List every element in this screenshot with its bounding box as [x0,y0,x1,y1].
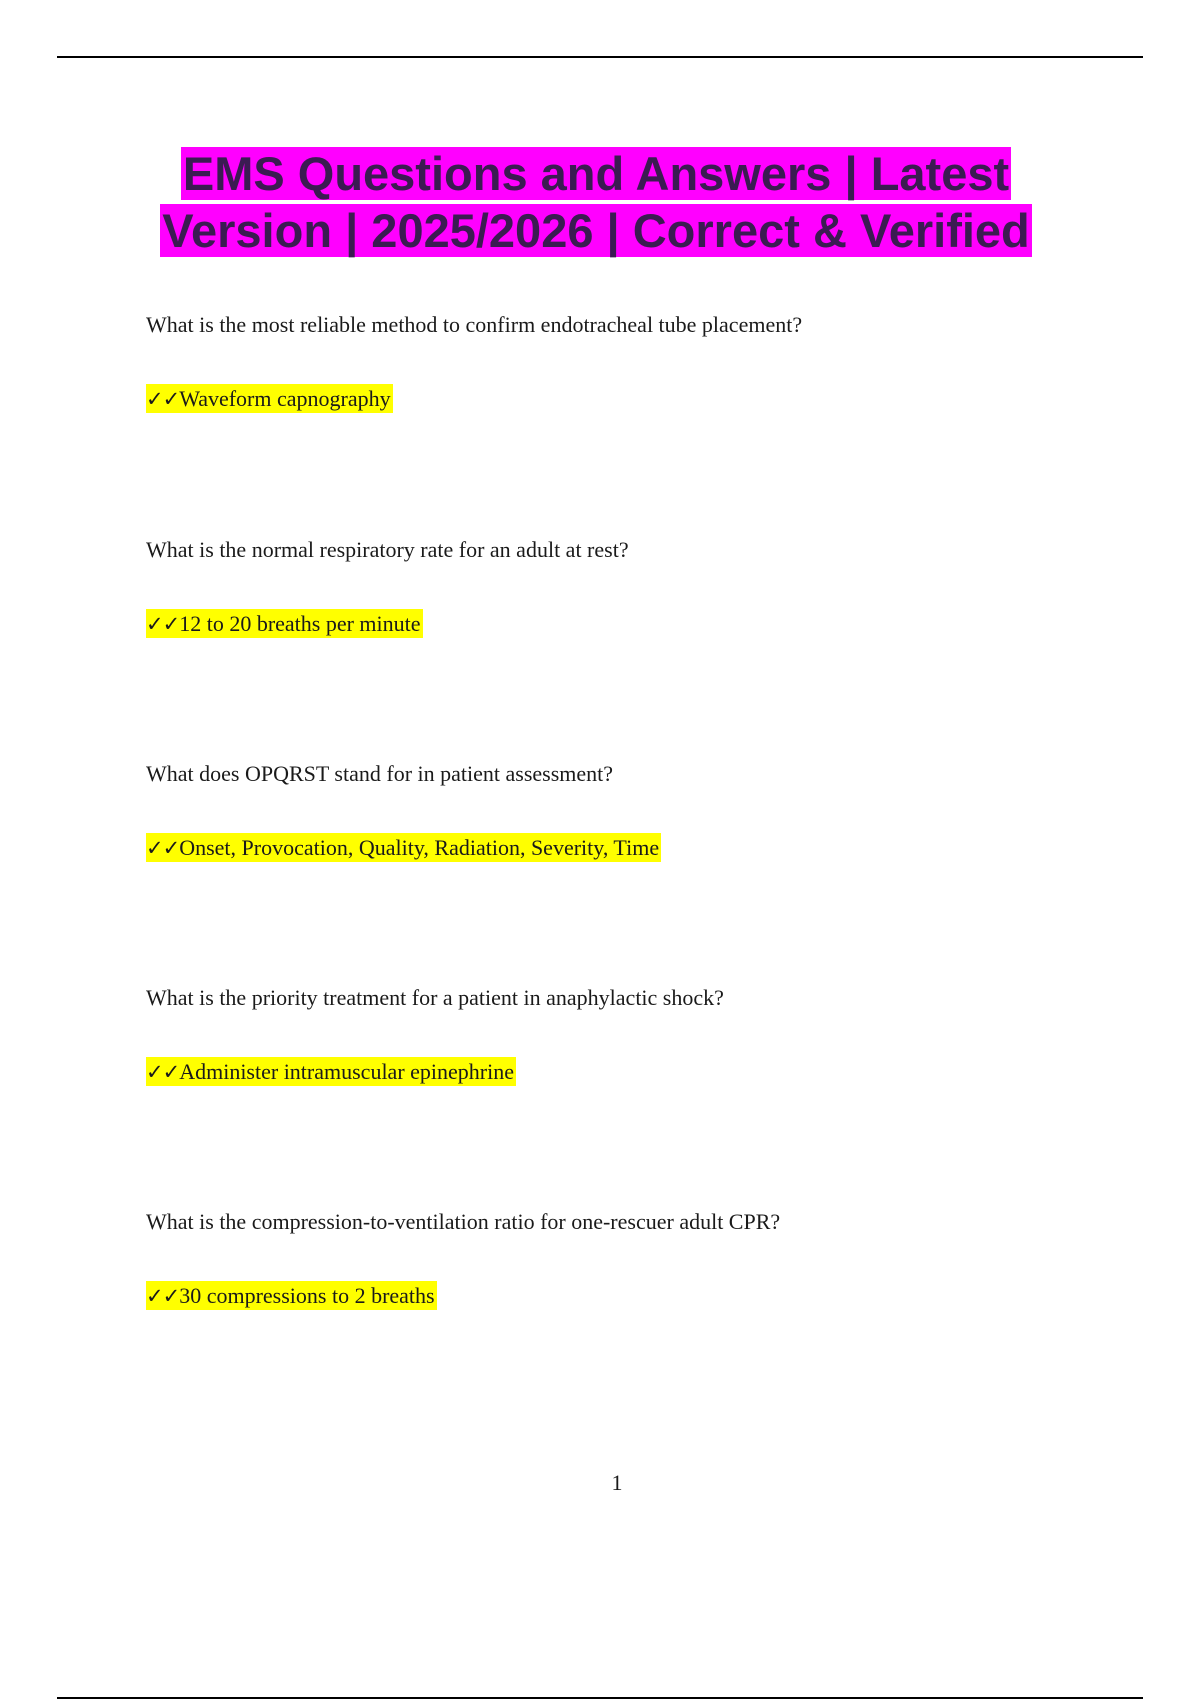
answer-text: Administer intramuscular epinephrine [179,1059,514,1084]
bottom-rule [57,1697,1143,1699]
qa-item [146,310,1146,414]
qa-item [146,759,1146,863]
question-text: What is the normal respiratory rate for an adult at rest? [146,537,629,562]
question-text: What does OPQRST stand for in patient assessment? [146,761,614,786]
double-check-icon: ✓✓ [146,1060,180,1084]
answer-text: 30 compressions to 2 breaths [179,1283,435,1308]
answer-text: Onset, Provocation, Quality, Radiation, Severity, Time [179,835,660,860]
answer-highlight [146,833,661,862]
double-check-icon: ✓✓ [146,1284,180,1308]
answer-line [146,1281,1146,1311]
double-check-icon: ✓✓ [146,836,180,860]
question-text: What is the most reliable method to confirm endotracheal tube placement? [146,312,803,337]
question-text: What is the compression-to-ventilation ratio for one-rescuer adult CPR? [146,1209,781,1234]
answer-highlight [146,1281,437,1310]
page-number: 1 [611,1470,623,1495]
answer-highlight [146,384,393,413]
answer-line [146,384,1146,414]
qa-item [146,535,1146,639]
top-rule [57,56,1143,58]
answer-line [146,833,1146,863]
answer-text: 12 to 20 breaths per minute [179,611,421,636]
answer-line [146,609,1146,639]
qa-item [146,983,1146,1087]
double-check-icon: ✓✓ [146,387,180,411]
title-highlight: EMS Questions and Answers | Latest Version | 2025/2026 | Correct & Verified [162,147,1030,257]
page-title [146,145,1046,259]
double-check-icon: ✓✓ [146,612,180,636]
answer-highlight [146,609,423,638]
answer-highlight [146,1057,516,1086]
question-text: What is the priority treatment for a patient in anaphylactic shock? [146,985,724,1010]
answer-text: Waveform capnography [179,386,391,411]
answer-line [146,1057,1146,1087]
qa-item [146,1207,1146,1311]
